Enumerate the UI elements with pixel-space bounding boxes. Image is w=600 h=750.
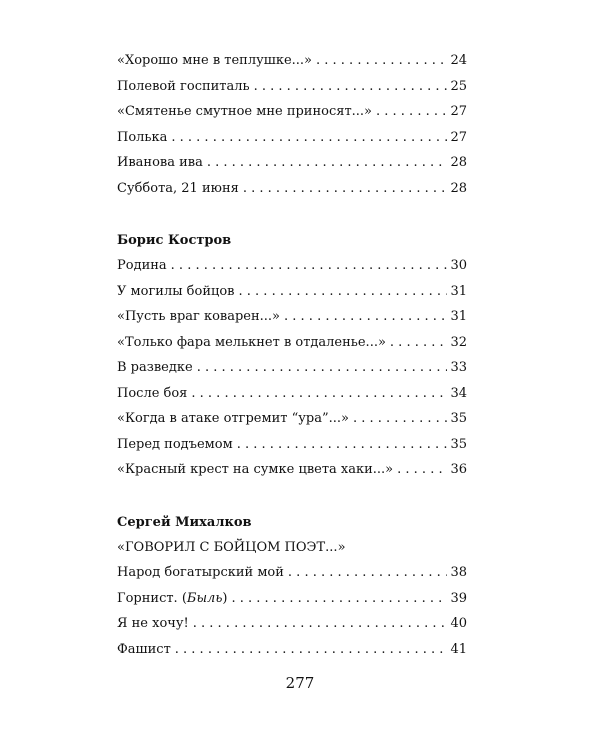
toc-entry bbox=[117, 381, 467, 407]
toc-entry bbox=[117, 99, 467, 125]
dot-leader bbox=[390, 330, 448, 356]
toc-entry-page: 38 bbox=[450, 565, 467, 580]
dot-leader bbox=[254, 74, 448, 100]
toc-entry-title: «Только фара мелькнет в отдаленье...» bbox=[117, 334, 386, 350]
dot-leader bbox=[237, 432, 448, 458]
toc-entry bbox=[117, 457, 467, 483]
toc-entry bbox=[117, 304, 467, 330]
toc-entry-title: «Смятенье смутное мне приносят...» bbox=[117, 104, 372, 119]
dot-leader bbox=[197, 355, 448, 381]
toc-entry-title-italic: Быль bbox=[186, 590, 223, 606]
page-number: 277 bbox=[285, 674, 315, 692]
toc-entry-title: Народ богатырский мой bbox=[117, 565, 284, 580]
dot-leader bbox=[191, 381, 447, 407]
toc-entry-title: В разведке bbox=[117, 360, 193, 375]
toc-entry-title: У могилы бойцов bbox=[117, 283, 235, 299]
toc-entry bbox=[117, 74, 467, 100]
toc-entry bbox=[117, 355, 467, 381]
dot-leader bbox=[193, 611, 448, 637]
dot-leader bbox=[239, 279, 448, 305]
toc-entry bbox=[117, 637, 467, 663]
toc-entry-page: 35 bbox=[450, 436, 467, 452]
toc-entry bbox=[117, 279, 467, 305]
dot-leader bbox=[288, 560, 448, 586]
toc-entry-page: 33 bbox=[450, 360, 467, 375]
dot-leader bbox=[376, 99, 447, 125]
toc-entry bbox=[117, 176, 467, 202]
toc-entry-page: 31 bbox=[450, 309, 467, 324]
toc-entry-page: 25 bbox=[450, 78, 467, 94]
toc-entry-title: Я не хочу! bbox=[117, 616, 189, 631]
dot-leader bbox=[397, 457, 447, 483]
toc-entry-title-end: ) bbox=[222, 590, 228, 606]
toc-entry-title: Суббота, 21 июня bbox=[117, 180, 239, 196]
toc-entry-page: 31 bbox=[450, 283, 467, 299]
toc-entry-page: 28 bbox=[450, 180, 467, 196]
toc-entry bbox=[117, 406, 467, 432]
toc-entry-page: 27 bbox=[450, 129, 467, 145]
toc-entry bbox=[117, 586, 467, 612]
author-heading: Борис Костров bbox=[117, 233, 232, 248]
toc-entry-page: 41 bbox=[450, 641, 467, 657]
toc-entry-title: Фашист bbox=[117, 641, 171, 657]
toc-section bbox=[117, 228, 467, 483]
toc-entry-page: 30 bbox=[450, 258, 467, 273]
toc-entry-title: «Хорошо мне в теплушке...» bbox=[117, 53, 312, 68]
toc-entry-title: После боя bbox=[117, 385, 188, 401]
toc-entry bbox=[117, 125, 467, 151]
toc-entry bbox=[117, 611, 467, 637]
dot-leader bbox=[175, 637, 448, 663]
toc-entry-title: Полька bbox=[117, 129, 168, 145]
toc-entry bbox=[117, 330, 467, 356]
table-of-contents bbox=[117, 48, 467, 662]
toc-section bbox=[117, 48, 467, 201]
toc-entry-page: 24 bbox=[450, 53, 467, 68]
dot-leader bbox=[353, 406, 448, 432]
toc-section bbox=[117, 510, 467, 663]
toc-entry-page: 35 bbox=[450, 411, 467, 426]
toc-entry-title: Иванова ива bbox=[117, 155, 203, 170]
dot-leader bbox=[171, 125, 447, 151]
toc-entry-page: 32 bbox=[450, 334, 467, 350]
toc-entry-page: 27 bbox=[450, 104, 467, 119]
toc-entry bbox=[117, 560, 467, 586]
dot-leader bbox=[171, 253, 448, 279]
toc-entry-page: 40 bbox=[450, 616, 467, 631]
section-subheading: «ГОВОРИЛ С БОЙЦОМ ПОЭТ...» bbox=[117, 539, 346, 555]
dot-leader bbox=[284, 304, 447, 330]
toc-entry-title bbox=[117, 586, 227, 612]
toc-entry-title: Полевой госпиталь bbox=[117, 78, 250, 94]
toc-entry-title-main: Горнист. ( bbox=[117, 590, 187, 606]
toc-entry bbox=[117, 150, 467, 176]
toc-entry-page: 28 bbox=[450, 155, 467, 170]
dot-leader bbox=[231, 586, 447, 612]
toc-entry-title: «Красный крест на сумке цвета хаки...» bbox=[117, 462, 394, 477]
dot-leader bbox=[207, 150, 448, 176]
toc-entry bbox=[117, 48, 467, 74]
toc-entry-title: «Когда в атаке отгремит “ура”...» bbox=[117, 411, 349, 426]
toc-entry-title: Родина bbox=[117, 258, 167, 273]
toc-entry-page: 39 bbox=[450, 590, 467, 606]
toc-entry bbox=[117, 432, 467, 458]
toc-entry-title: Перед подъемом bbox=[117, 436, 233, 452]
toc-entry bbox=[117, 253, 467, 279]
toc-entry-page: 34 bbox=[450, 385, 467, 401]
dot-leader bbox=[243, 176, 448, 202]
toc-entry-page: 36 bbox=[450, 462, 467, 477]
dot-leader bbox=[316, 48, 447, 74]
author-heading: Сергей Михалков bbox=[117, 514, 252, 530]
toc-entry-title: «Пусть враг коварен...» bbox=[117, 309, 281, 324]
